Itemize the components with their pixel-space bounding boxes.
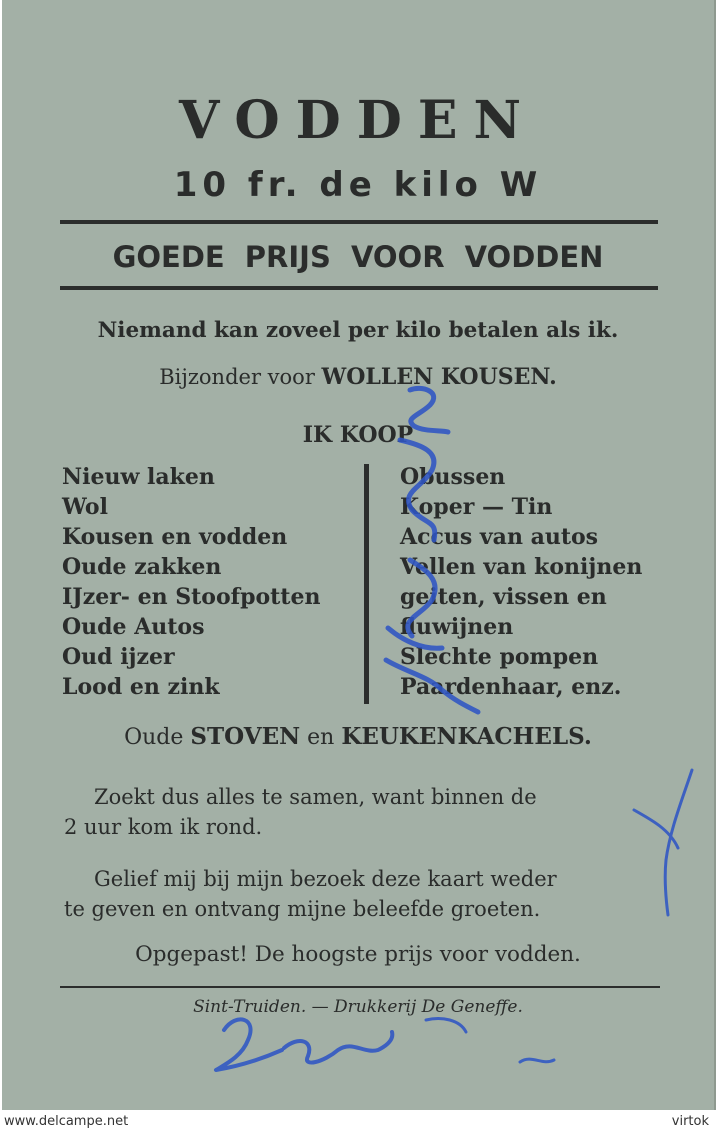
stoves-line [2, 722, 714, 753]
buy-heading: IK KOOP [302, 422, 414, 448]
list-item: Accus van autos [400, 524, 599, 550]
list-item: Kousen en vodden [62, 524, 288, 550]
stoves-prefix: Oude [124, 725, 184, 750]
list-item: Koper — Tin [400, 494, 553, 520]
list-item: fluwijnen [400, 614, 514, 640]
left-list [62, 462, 320, 702]
card-title: VODDEN [178, 90, 538, 151]
stoves-mid: en [307, 725, 335, 750]
list-item: Obussen [400, 464, 506, 490]
top-rule [60, 220, 658, 224]
list-item: Oud ijzer [62, 644, 175, 670]
bottom-rule [60, 286, 658, 290]
paragraph-1-line-2: 2 uur kom ik rond. [64, 815, 263, 839]
watermark-right: virtok [671, 1114, 709, 1129]
price-line: 10 fr. de kilo W [173, 165, 543, 205]
column-divider [364, 464, 369, 704]
list-item: geiten, vissen en [400, 584, 607, 610]
list-item: Oude zakken [62, 554, 222, 580]
stoves-caps-1: STOVEN [190, 723, 301, 750]
list-item: Lood en zink [62, 674, 220, 700]
warning-line: Opgepast! De hoogste prijs voor vodden. [135, 942, 581, 967]
paragraph-1-line-1: Zoekt dus alles te samen, want binnen de [94, 785, 537, 809]
list-item: Nieuw laken [62, 464, 215, 490]
list-item: Wol [62, 494, 108, 520]
list-item: Oude Autos [62, 614, 205, 640]
intro-line: Niemand kan zoveel per kilo betalen als ik. [97, 318, 619, 343]
list-item: Paardenhaar, enz. [400, 674, 622, 700]
footer-rule [60, 986, 660, 988]
special-line [2, 364, 714, 390]
banner-text: GOEDE PRIJS VOOR VODDEN [112, 240, 604, 274]
paragraph-2-line-2: te geven en ontvang mijne beleefde groeten. [64, 897, 541, 921]
printer-footer: Sint-Truiden. — Drukkerij De Geneffe. [193, 997, 523, 1017]
stoves-caps-2: KEUKENKACHELS. [341, 723, 592, 750]
postcard [2, 0, 716, 1110]
list-item: IJzer- en Stoofpotten [62, 584, 321, 610]
list-item: Slechte pompen [400, 644, 599, 670]
list-item: Vellen van konijnen [400, 554, 643, 580]
paragraph-2-line-1: Gelief mij bij mijn bezoek deze kaart weder [94, 867, 557, 891]
watermark-left: www.delcampe.net [4, 1114, 129, 1129]
special-prefix: Bijzonder voor [159, 365, 315, 389]
special-caps: WOLLEN KOUSEN. [321, 364, 557, 390]
right-list [400, 462, 642, 702]
